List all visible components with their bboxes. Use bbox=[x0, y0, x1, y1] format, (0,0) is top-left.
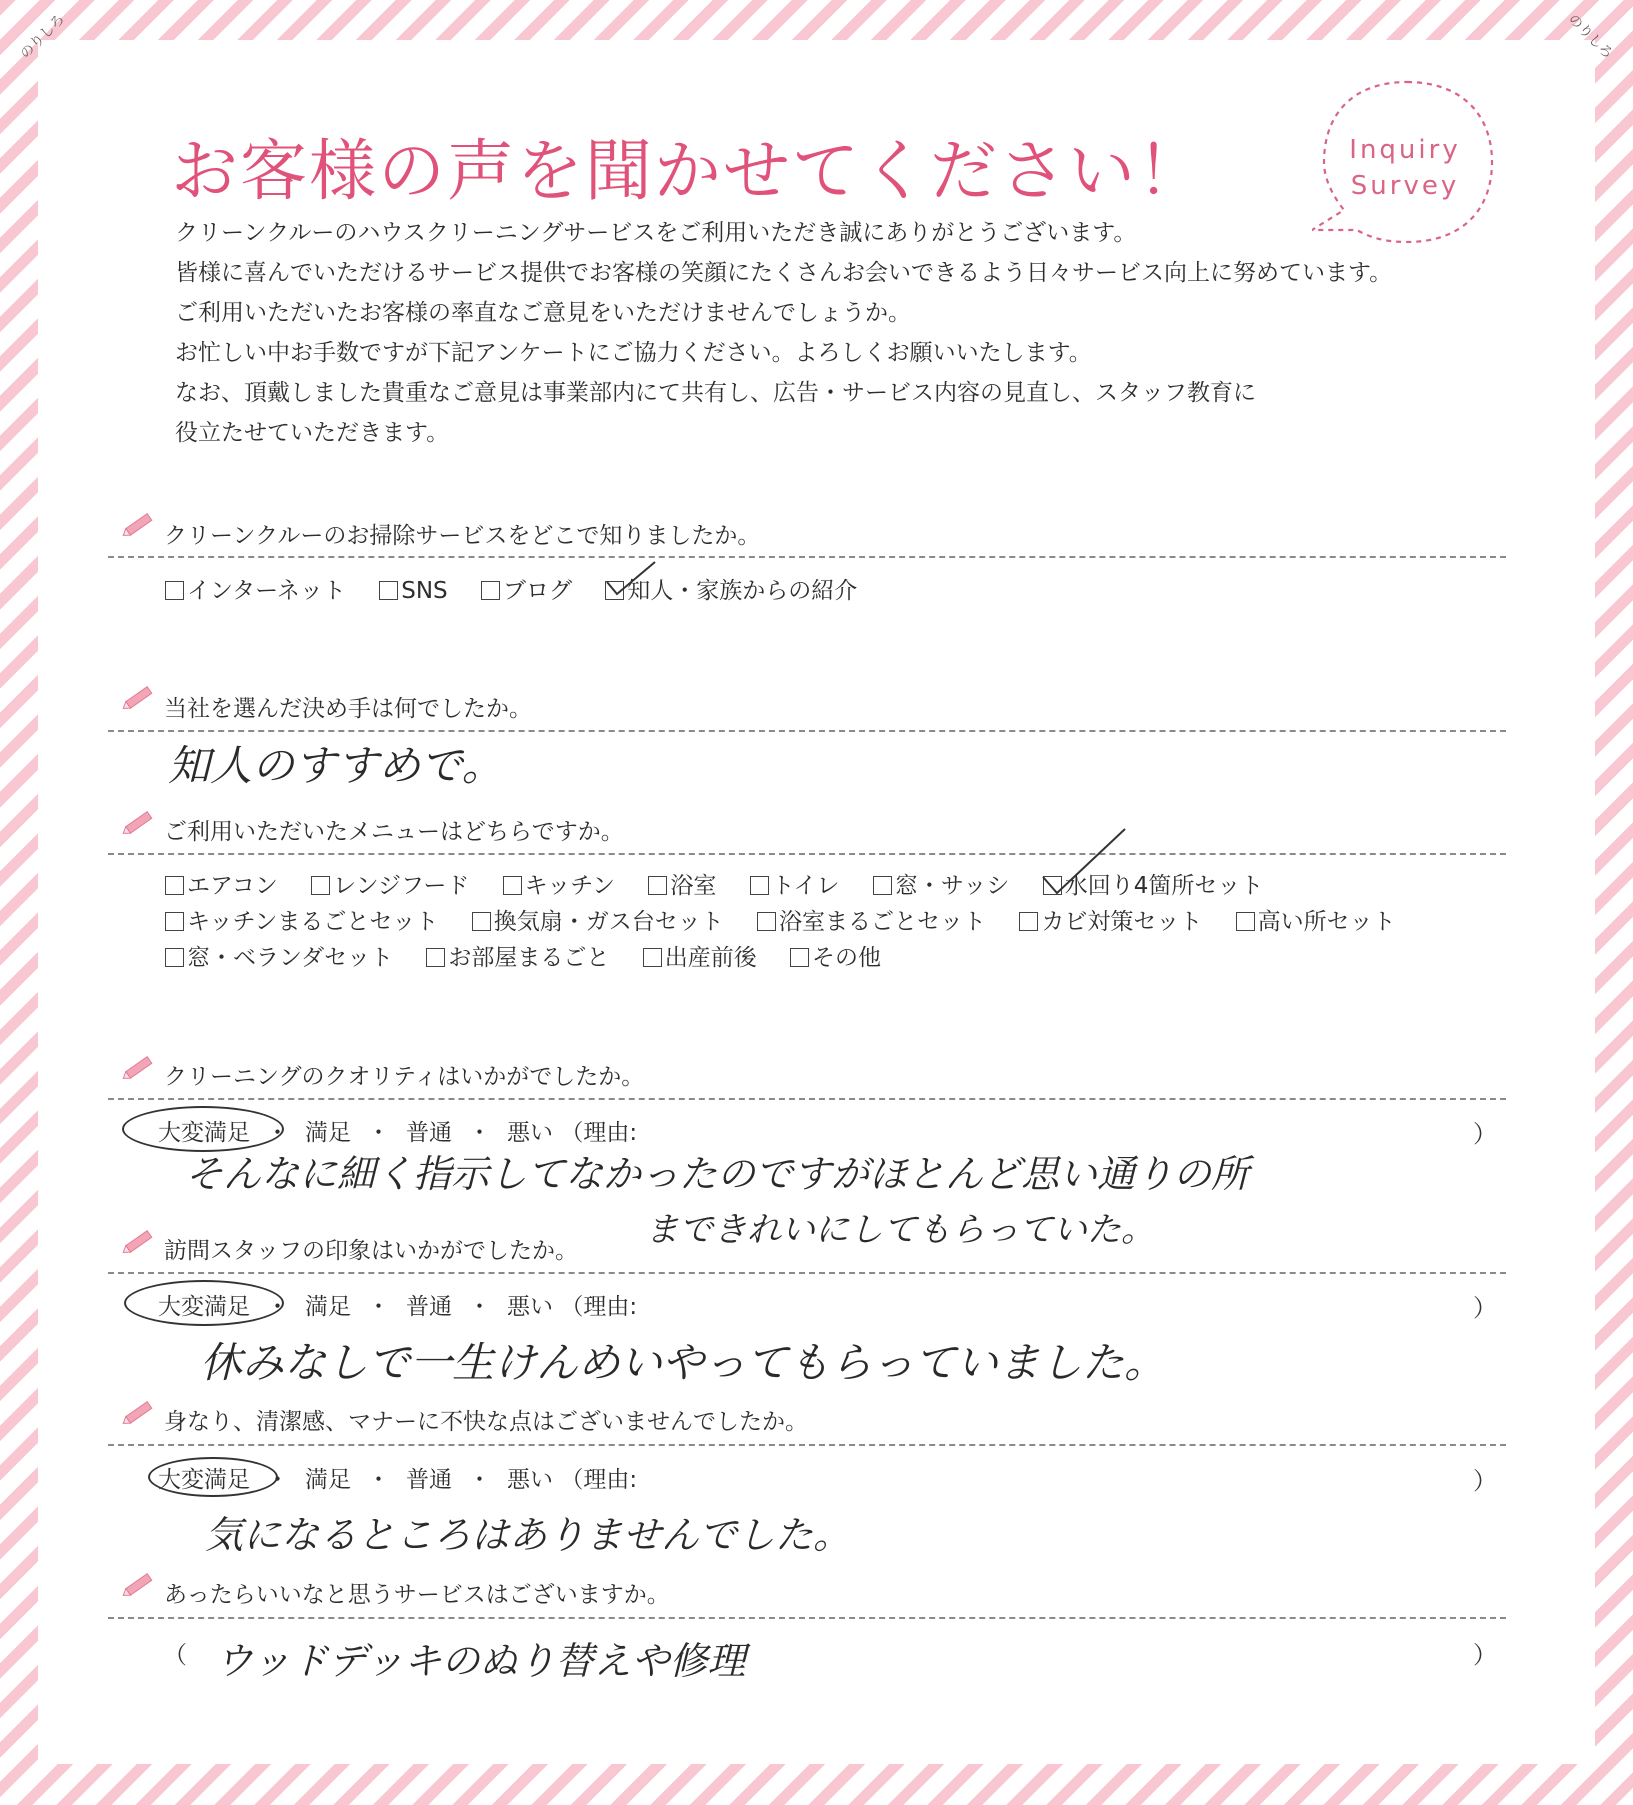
q3-option[interactable]: 窓・ベランダセット bbox=[165, 945, 393, 971]
q3-options-row3 bbox=[165, 939, 907, 972]
q3-option[interactable]: 換気扇・ガス台セット bbox=[472, 909, 724, 935]
rating-very-satisfied[interactable]: 大変満足 bbox=[158, 1120, 250, 1146]
divider bbox=[108, 1444, 1506, 1446]
q3-option[interactable]: エアコン bbox=[165, 873, 278, 899]
checkbox-icon[interactable] bbox=[757, 912, 776, 931]
corner-fold-left: のりしろ bbox=[17, 11, 69, 63]
q7-question: あったらいいなと思うサービスはございますか。 bbox=[164, 1582, 670, 1608]
inquiry-survey-badge bbox=[1345, 132, 1465, 204]
q1-option-referral[interactable]: 知人・家族からの紹介 bbox=[605, 578, 857, 604]
intro-line: クリーンクルーのハウスクリーニングサービスをご利用いただき誠にありがとうございます。 bbox=[175, 220, 1137, 246]
q4-rating-scale: 大変満足 ・ 満足 ・ 普通 ・ 悪い （理由: bbox=[158, 1120, 638, 1146]
reason-label: （理由: bbox=[560, 1294, 638, 1320]
page-title: お客様の声を聞かせてください！ bbox=[171, 132, 1206, 210]
intro-line: 皆様に喜んでいただけるサービス提供でお客様の笑顔にたくさんお会いできるよう日々サービス向上に努めています。 bbox=[175, 260, 1393, 286]
rating-normal[interactable]: 普通 bbox=[406, 1294, 452, 1320]
checkbox-icon[interactable] bbox=[873, 876, 892, 895]
rating-satisfied[interactable]: 満足 bbox=[305, 1120, 351, 1146]
q3-option[interactable]: キッチン bbox=[503, 873, 615, 899]
pencil-icon bbox=[120, 808, 156, 838]
checkbox-icon[interactable] bbox=[379, 581, 398, 600]
checkbox-icon[interactable] bbox=[165, 876, 184, 895]
pencil-icon bbox=[120, 1227, 156, 1257]
q3-options-row1 bbox=[165, 867, 1289, 900]
q4-handwritten-answer-line1: そんなに細く指示してなかったのですがほとんど思い通りの所 bbox=[185, 1152, 1250, 1196]
q3-option[interactable]: 高い所セット bbox=[1236, 909, 1396, 935]
pencil-icon bbox=[120, 1053, 156, 1083]
checkbox-icon[interactable] bbox=[311, 876, 330, 895]
q3-option[interactable]: 浴室 bbox=[648, 873, 716, 899]
q3-option[interactable]: 窓・サッシ bbox=[873, 873, 1010, 899]
checkmark-icon bbox=[1039, 825, 1129, 899]
intro-text bbox=[175, 213, 1392, 453]
q1-question: クリーンクルーのお掃除サービスをどこで知りましたか。 bbox=[164, 523, 761, 549]
q4-handwritten-answer-line2: まできれいにしてもらっていた。 bbox=[645, 1210, 1155, 1250]
rating-very-satisfied[interactable]: 大変満足 bbox=[158, 1467, 250, 1493]
q3-option[interactable]: 浴室まるごとセット bbox=[757, 909, 986, 935]
pencil-icon bbox=[120, 510, 156, 540]
checkbox-icon[interactable] bbox=[503, 876, 522, 895]
close-paren: ） bbox=[1473, 1294, 1497, 1322]
open-paren: （ bbox=[163, 1641, 187, 1669]
q3-option[interactable]: トイレ bbox=[750, 873, 840, 899]
q3-option[interactable]: カビ対策セット bbox=[1019, 909, 1202, 935]
q5-question: 訪問スタッフの印象はいかがでしたか。 bbox=[164, 1238, 578, 1264]
q6-question: 身なり、清潔感、マナーに不快な点はございませんでしたか。 bbox=[164, 1409, 808, 1435]
intro-line: なお、頂戴しました貴重なご意見は事業部内にて共有し、広告・サービス内容の見直し、スタッフ教育に bbox=[175, 380, 1256, 406]
divider bbox=[108, 730, 1506, 732]
q4-question: クリーニングのクオリティはいかがでしたか。 bbox=[164, 1064, 645, 1090]
reason-label: （理由: bbox=[560, 1467, 638, 1493]
q3-option[interactable]: レンジフード bbox=[311, 873, 469, 899]
intro-line: お忙しい中お手数ですが下記アンケートにご協力ください。よろしくお願いいたします。 bbox=[175, 340, 1092, 366]
q3-option[interactable]: お部屋まるごと bbox=[426, 945, 609, 971]
q3-option[interactable]: 出産前後 bbox=[643, 945, 757, 971]
checkbox-icon[interactable] bbox=[472, 912, 491, 931]
rating-bad[interactable]: 悪い bbox=[507, 1294, 553, 1320]
checkbox-icon[interactable] bbox=[481, 581, 500, 600]
q3-options-row2 bbox=[165, 903, 1422, 936]
reason-label: （理由: bbox=[560, 1120, 638, 1146]
q3-question: ご利用いただいたメニューはどちらですか。 bbox=[164, 819, 624, 845]
rating-normal[interactable]: 普通 bbox=[406, 1120, 452, 1146]
rating-satisfied[interactable]: 満足 bbox=[305, 1294, 351, 1320]
checkbox-icon[interactable] bbox=[750, 876, 769, 895]
divider bbox=[108, 1617, 1506, 1619]
rating-very-satisfied[interactable]: 大変満足 bbox=[158, 1294, 250, 1320]
q3-option[interactable]: その他 bbox=[790, 945, 881, 971]
q5-rating-scale: 大変満足 ・ 満足 ・ 普通 ・ 悪い （理由: bbox=[158, 1294, 638, 1320]
rating-satisfied[interactable]: 満足 bbox=[305, 1467, 351, 1493]
divider bbox=[108, 853, 1506, 855]
q2-handwritten-answer: 知人のすすめで。 bbox=[168, 741, 504, 790]
checkbox-icon[interactable] bbox=[426, 948, 445, 967]
checkbox-icon[interactable] bbox=[648, 876, 667, 895]
q1-option-internet[interactable]: インターネット bbox=[165, 578, 346, 604]
rating-bad[interactable]: 悪い bbox=[507, 1120, 553, 1146]
q2-question: 当社を選んだ決め手は何でしたか。 bbox=[164, 696, 532, 722]
divider bbox=[108, 556, 1506, 558]
pencil-icon bbox=[120, 1570, 156, 1600]
rating-normal[interactable]: 普通 bbox=[406, 1467, 452, 1493]
close-paren: ） bbox=[1473, 1120, 1497, 1148]
divider bbox=[108, 1272, 1506, 1274]
badge-line2: Survey bbox=[1350, 171, 1460, 201]
q1-option-sns[interactable]: SNS bbox=[379, 578, 447, 604]
q5-handwritten-answer: 休みなしで一生けんめいやってもらっていました。 bbox=[200, 1338, 1167, 1387]
q7-handwritten-answer: ウッドデッキのぬり替えや修理 bbox=[215, 1639, 746, 1683]
q1-options bbox=[165, 572, 883, 605]
close-paren: ） bbox=[1473, 1467, 1497, 1495]
rating-bad[interactable]: 悪い bbox=[507, 1467, 553, 1493]
q3-option-water-set[interactable]: 水回り4箇所セット bbox=[1043, 873, 1264, 899]
pencil-icon bbox=[120, 683, 156, 713]
q6-handwritten-answer: 気になるところはありませんでした。 bbox=[205, 1513, 852, 1557]
q6-rating-scale: 大変満足 ・ 満足 ・ 普通 ・ 悪い （理由: bbox=[158, 1467, 638, 1493]
checkbox-icon[interactable] bbox=[165, 912, 184, 931]
divider bbox=[108, 1098, 1506, 1100]
checkbox-icon[interactable] bbox=[165, 948, 184, 967]
close-paren: ） bbox=[1473, 1641, 1497, 1669]
intro-line: 役立たせていただきます。 bbox=[175, 420, 450, 446]
corner-fold-right: のりしろ bbox=[1564, 11, 1616, 63]
q3-option[interactable]: キッチンまるごとセット bbox=[165, 909, 438, 935]
checkbox-icon[interactable] bbox=[1236, 912, 1255, 931]
intro-line: ご利用いただいたお客様の率直なご意見をいただけませんでしょうか。 bbox=[175, 300, 911, 326]
checkmark-icon bbox=[603, 558, 663, 602]
q1-option-blog[interactable]: ブログ bbox=[481, 578, 572, 604]
checkbox-icon[interactable] bbox=[1019, 912, 1038, 931]
pencil-icon bbox=[120, 1398, 156, 1428]
badge-line1: Inquiry bbox=[1349, 135, 1461, 165]
checkbox-icon[interactable] bbox=[643, 948, 662, 967]
checkbox-icon[interactable] bbox=[165, 581, 184, 600]
checkbox-icon[interactable] bbox=[790, 948, 809, 967]
